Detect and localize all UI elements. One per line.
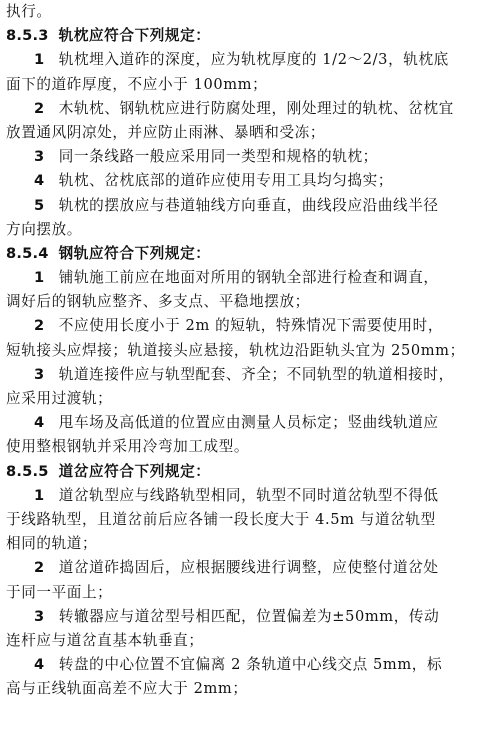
clause-heading-8-5-3 [6,24,491,48]
item-text: 道岔道砟捣固后，应根据腰线进行调整，应使整付道岔处 [58,559,439,577]
text-line [6,121,491,145]
item-number: 1 [34,486,45,504]
list-item [6,145,491,169]
item-text: 铺轨施工前应在地面对所用的钢轨全部进行检查和调直， [58,269,439,287]
item-text: 轨枕的摆放应与巷道轴线方向垂直，曲线段应沿曲线半径 [58,196,439,214]
text-line [6,387,491,411]
item-text: 转辙器应与道岔型号相匹配，位置偏差为±50mm，传动 [58,607,440,625]
clause-title: 轨枕应符合下列规定： [58,27,211,45]
line-text: 连杆应与道岔直基本轨垂直； [6,631,204,649]
line-text: 相同的轨道； [6,535,98,553]
line-text: 方向摆放。 [6,220,82,238]
item-number: 1 [34,269,45,287]
list-item [6,48,491,72]
list-item [6,556,491,580]
list-item [6,97,491,121]
clause-title: 钢轨应符合下列规定： [58,244,211,262]
text-line [6,290,491,314]
item-number: 4 [34,656,45,674]
item-text: 甩车场及高低道的位置应由测量人员标定；竖曲线轨道应 [58,414,439,432]
text-line [6,532,491,556]
list-item [6,605,491,629]
item-text: 不应使用长度小于 2m 的短轨，特殊情况下需要使用时， [58,317,444,335]
item-number: 3 [34,148,45,166]
text-line [6,677,491,701]
list-item [6,363,491,387]
text-line [6,508,491,532]
clause-heading-8-5-4 [6,242,491,266]
clause-number: 8.5.3 [6,27,49,45]
clause-number: 8.5.4 [6,244,49,262]
item-text: 轨枕埋入道砟的深度，应为轨枕厚度的 1/2～2/3，轨枕底 [58,51,449,69]
text-line [6,435,491,459]
list-item [6,411,491,435]
item-number: 3 [34,365,45,383]
item-number: 2 [34,559,45,577]
item-number: 5 [34,196,45,214]
item-number: 3 [34,607,45,625]
list-item [6,266,491,290]
item-number: 4 [34,172,45,190]
item-number: 4 [34,414,45,432]
line-text: 调好后的钢轨应整齐、多支点、平稳地摆放； [6,293,310,311]
item-text: 木轨枕、钢轨枕应进行防腐处理，刚处理过的轨枕、岔枕宜 [58,99,454,117]
line-text: 于线路轨型，且道岔前后应各铺一段长度大于 4.5m 与道岔轨型 [6,510,436,528]
text-line [6,581,491,605]
line-text: 高与正线轨面高差不应大于 2mm； [6,680,248,698]
text-line [6,73,491,97]
line-text: 于同一平面上； [6,583,113,601]
clause-heading-8-5-5 [6,460,491,484]
line-text: 使用整根钢轨并采用冷弯加工成型。 [6,438,250,456]
line-text: 应采用过渡轨； [6,390,113,407]
text-line [6,218,491,242]
item-text: 道岔轨型应与线路轨型相同，轨型不同时道岔轨型不得低 [58,486,439,504]
line-text: 面下的道砟厚度，不应小于 100mm； [6,75,268,93]
line-text: 放置通风阴凉处，并应防止雨淋、暴晒和受冻； [6,123,326,141]
item-text: 轨道连接件应与轨型配套、齐全；不同轨型的轨道相接时， [58,365,454,383]
item-text: 轨枕、岔枕底部的道砟应使用专用工具均匀捣实； [58,172,394,190]
clause-title: 道岔应符合下列规定： [58,462,211,480]
item-number: 2 [34,317,45,335]
list-item [6,194,491,218]
text-line [6,0,491,24]
text-line [6,629,491,653]
list-item [6,653,491,677]
list-item [6,169,491,193]
item-text: 同一条线路一般应采用同一类型和规格的轨枕； [58,148,378,166]
clause-number: 8.5.5 [6,462,49,480]
line-text: 短轨接头应焊接；轨道接头应悬接，轨枕边沿距轨头宜为 250mm； [6,341,465,359]
list-item [6,484,491,508]
text-line [6,339,491,363]
line-text: 执行。 [6,3,52,20]
list-item [6,314,491,338]
item-number: 1 [34,51,45,69]
item-text: 转盘的中心位置不宜偏离 2 条轨道中心线交点 5mm，标 [58,656,443,674]
item-number: 2 [34,99,45,117]
